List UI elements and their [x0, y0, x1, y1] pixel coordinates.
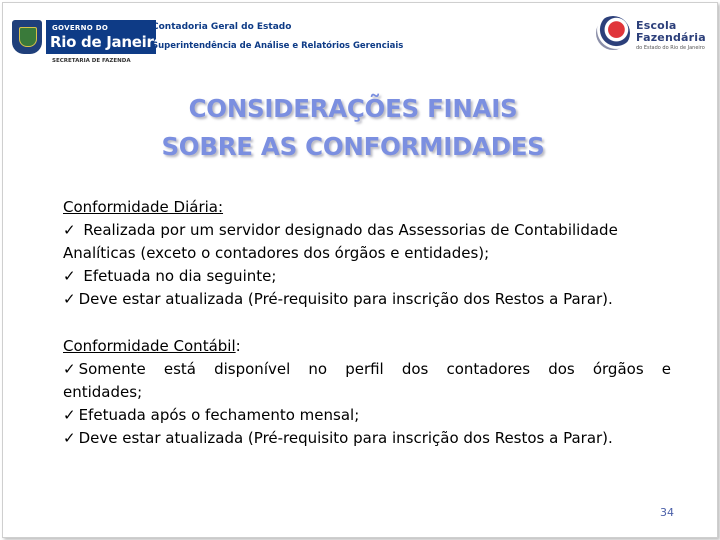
- escola-fazendaria-logo: [596, 14, 706, 58]
- conformidade-diaria-heading: Conformidade Diária:: [63, 198, 224, 216]
- check-icon: ✓: [63, 360, 76, 378]
- governo-logo-box: [46, 20, 164, 54]
- escola-logo-line-3: do Estado do Rio de Janeiro: [636, 45, 705, 51]
- governo-rj-logo: [12, 20, 164, 64]
- check-icon: ✓: [63, 221, 76, 239]
- governo-big-text: Rio de Janeiro: [50, 33, 164, 51]
- header-text: [152, 22, 403, 51]
- title-line-1: CONSIDERAÇÕES FINAIS: [188, 94, 518, 123]
- heading-colon: :: [235, 337, 241, 355]
- conformidade-contabil-heading: Conformidade Contábil: [63, 337, 236, 355]
- diaria-item-2: ✓ Efetuada no dia seguinte;: [63, 265, 671, 288]
- check-icon: ✓: [63, 290, 76, 308]
- escola-swirl-icon: [596, 16, 630, 50]
- contabil-item-1: ✓ Somente está disponível no perfil dos contadores dos órgãos e: [63, 358, 671, 381]
- secretaria-text: SECRETARIA DE FAZENDA: [52, 58, 131, 64]
- diaria-item-1: ✓ Realizada por um servidor designado das Assessorias de Contabilidade: [63, 219, 671, 242]
- escola-logo-line-2: Fazendária: [636, 31, 706, 44]
- page-number: 34: [660, 506, 674, 519]
- coat-of-arms-icon: [12, 20, 42, 54]
- governo-small-text: GOVERNO DO: [52, 24, 109, 32]
- check-icon: ✓: [63, 406, 76, 424]
- contabil-item-3: ✓ Deve estar atualizada (Pré-requisito para inscrição dos Restos a Parar).: [63, 427, 671, 450]
- section-spacer: [63, 311, 671, 335]
- slide-title: [0, 90, 706, 166]
- contabil-item-2: ✓ Efetuada após o fechamento mensal;: [63, 404, 671, 427]
- title-line-2: SOBRE AS CONFORMIDADES: [161, 132, 545, 161]
- check-icon: ✓: [63, 267, 76, 285]
- header-line-2: Superintendência de Análise e Relatórios Gerenciais: [152, 41, 404, 51]
- header-line-1: Contadoria Geral do Estado: [152, 22, 292, 32]
- conformidade-contabil-heading-row: [63, 335, 671, 358]
- contabil-item-1-continued: entidades;: [63, 383, 143, 401]
- diaria-item-3: ✓ Deve estar atualizada (Pré-requisito para inscrição dos Restos a Parar).: [63, 288, 671, 311]
- check-icon: ✓: [63, 429, 76, 447]
- diaria-item-1-continued: Analíticas (exceto o contadores dos órgãos e entidades);: [63, 244, 490, 262]
- escola-logo-line-1: Escola: [636, 19, 677, 32]
- slide-content: [63, 196, 671, 450]
